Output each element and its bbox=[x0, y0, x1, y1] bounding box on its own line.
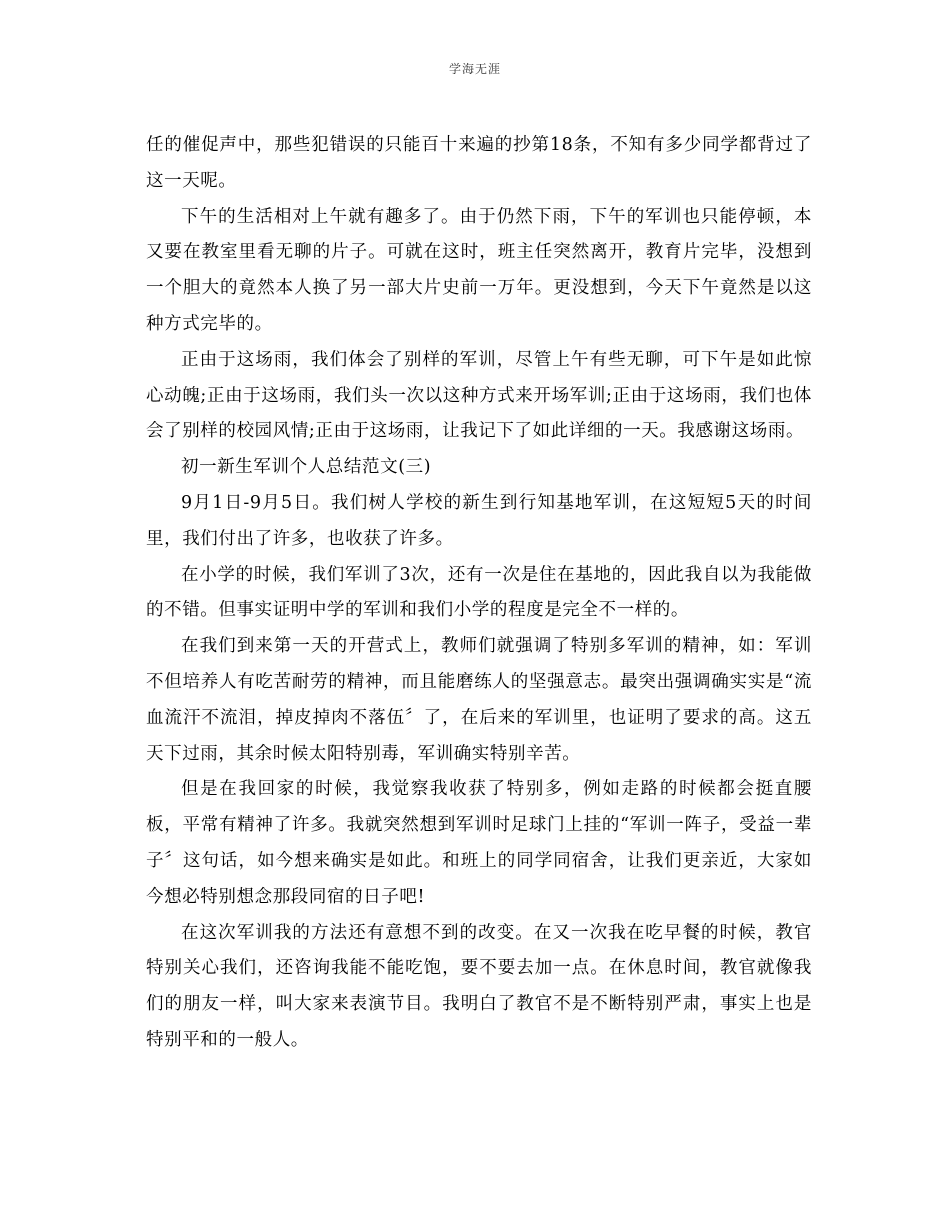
paragraph: 但是在我回家的时候，我觉察我收获了特别多，例如走路的时候都会挺直腰板，平常有精神了许多。我就突然想到军训时足球门上挂的“军训一阵子，受益一辈子〞这句话，如今想来确实是如此。和班上的同学同宿舍，让我们更亲近，大家如今想必特别想念那段同宿的日子吧! bbox=[146, 779, 812, 907]
paragraph: 在小学的时候，我们军训了3次，还有一次是住在基地的，因此我自以为我能做的不错。但事实证明中学的军训和我们小学的程度是完全不一样的。 bbox=[146, 564, 812, 621]
paragraph: 在这次军训我的方法还有意想不到的改变。在又一次我在吃早餐的时候，教官特别关心我们，还咨询我能不能吃饱，要不要去加一点。在休息时间，教官就像我们的朋友一样，叫大家来表演节目。我明白了教官不是不断特别严肃，事实上也是特别平和的一般人。 bbox=[146, 922, 812, 1050]
paragraph: 正由于这场雨，我们体会了别样的军训，尽管上午有些无聊，可下午是如此惊心动魄;正由于这场雨，我们头一次以这种方式来开场军训;正由于这场雨，我们也体会了别样的校园风情;正由于这场雨，让我记下了如此详细的一天。我感谢这场雨。 bbox=[146, 349, 812, 442]
section-heading: 初一新生军训个人总结范文(三) bbox=[181, 457, 432, 478]
page-header: 学海无涯 bbox=[448, 62, 501, 76]
document-body bbox=[146, 128, 812, 1059]
paragraph: 9月1日-9月5日。我们树人学校的新生到行知基地军训，在这短短5天的时间里，我们付出了许多，也收获了许多。 bbox=[146, 492, 812, 549]
paragraph: 任的催促声中，那些犯错误的只能百十来遍的抄第18条，不知有多少同学都背过了这一天呢。 bbox=[146, 135, 812, 191]
paragraph: 在我们到来第一天的开营式上，教师们就强调了特别多军训的精神，如：军训不但培养人有吃苦耐劳的精神，而且能磨练人的坚强意志。最突出强调确实实是“流血流汗不流泪，掉皮掉肉不落伍〞了，在后来的军训里，也证明了要求的高。这五天下过雨，其余时候太阳特别毒，军训确实特别辛苦。 bbox=[146, 636, 812, 764]
paragraph: 下午的生活相对上午就有趣多了。由于仍然下雨，下午的军训也只能停顿，本又要在教室里看无聊的片子。可就在这时，班主任突然离开，教育片完毕，没想到一个胆大的竟然本人换了另一部大片史前一万年。更没想到，今天下午竟然是以这种方式完毕的。 bbox=[146, 206, 812, 334]
